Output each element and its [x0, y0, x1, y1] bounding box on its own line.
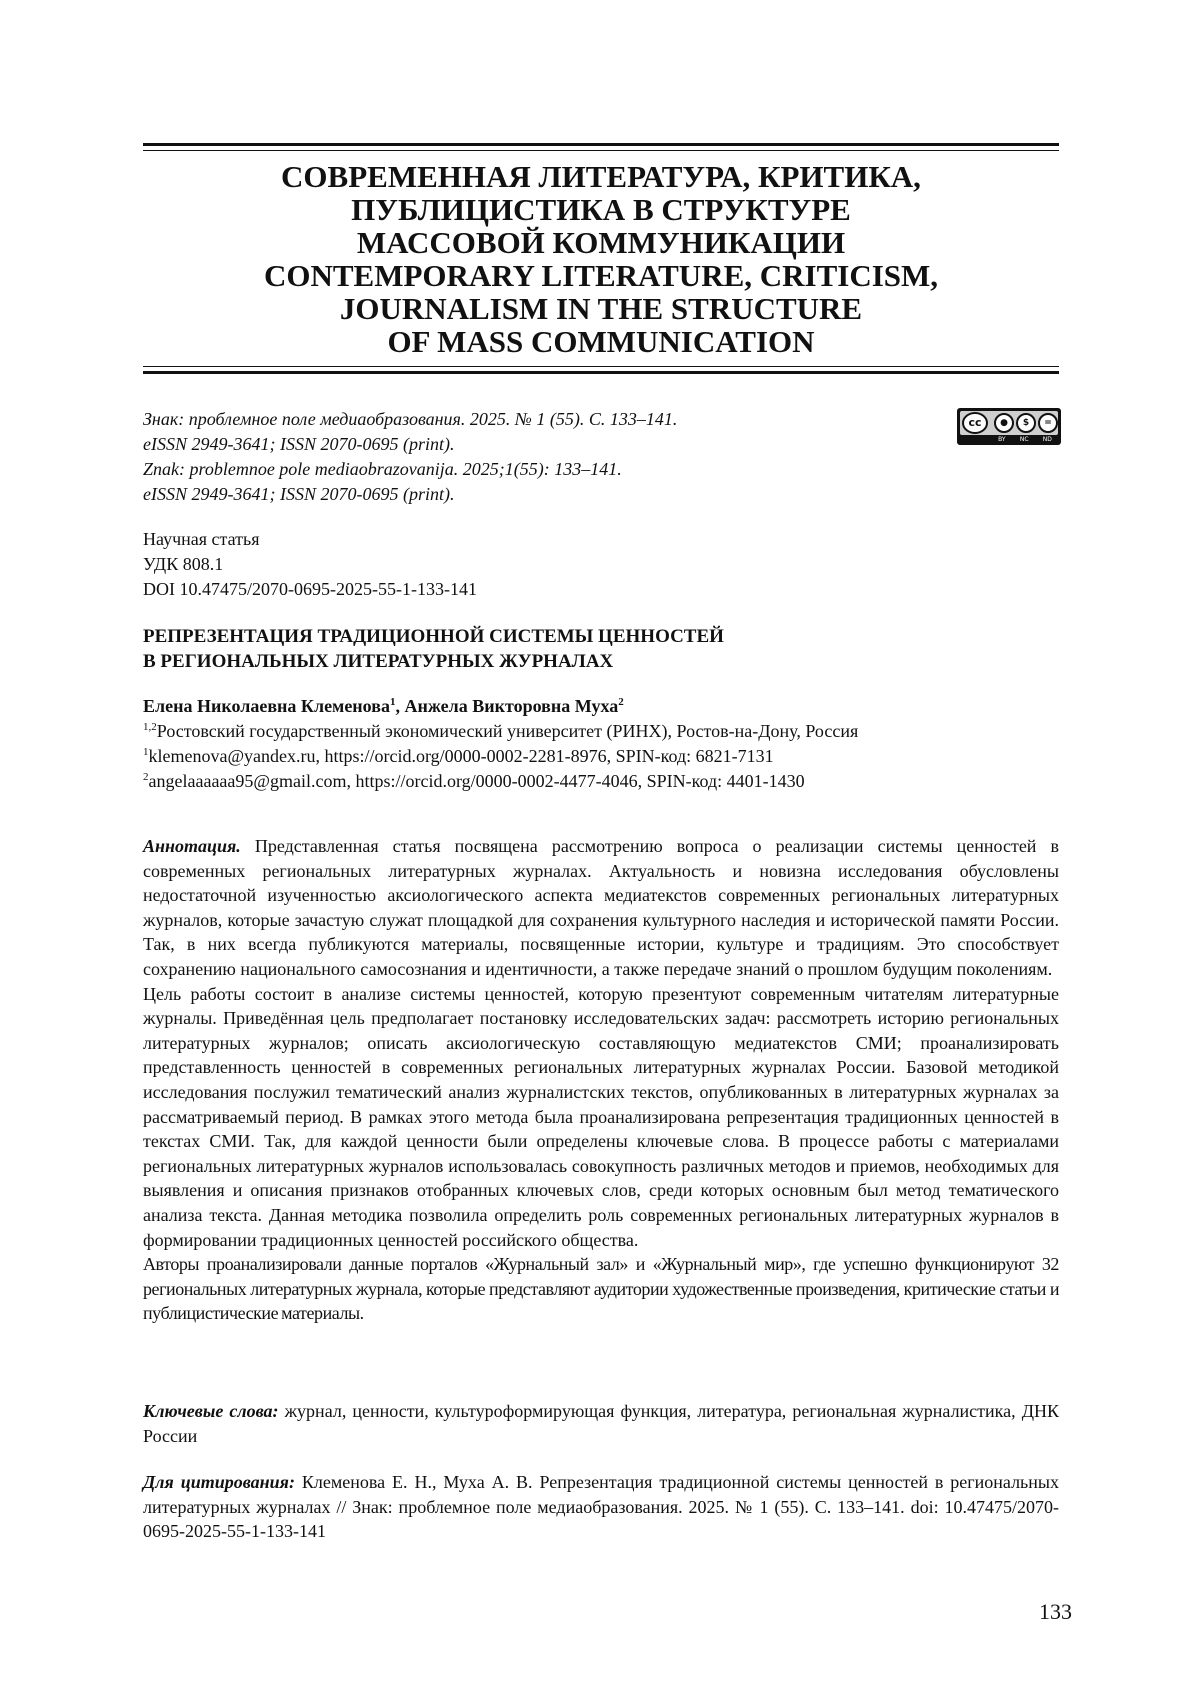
citation-text: Клеменова Е. Н., Муха А. В. Репрезентация традиционной системы ценностей в региональных литературных журналах // Знак: проблемное поле медиаобразования. 2025. № 1 (55). С. 133–141. doi: 10.47475/2070-0695-2025-55-1-133-141 [143, 1472, 1059, 1542]
article-doi: DOI 10.47475/2070-0695-2025-55-1-133-141 [143, 579, 477, 599]
author-contact [143, 744, 858, 769]
citation-label: Для цитирования: [143, 1472, 295, 1492]
citation [143, 1470, 1059, 1544]
abstract [143, 834, 1059, 1326]
citation-meta [143, 407, 843, 507]
keywords [143, 1399, 1059, 1448]
article-info [143, 527, 477, 602]
author-name: Елена Николаевна Клеменова [143, 696, 390, 716]
section-title-line: JOURNALISM IN THE STRUCTURE [339, 291, 863, 326]
page-number: 133 [1039, 1599, 1072, 1624]
abstract-paragraph: Авторы проанализировали данные порталов «Журнальный зал» и «Журнальный мир», где успешно функционируют 32 региональных литературных журнала, которые представляют аудитории художественные произведения, критические статьи и публицистические материалы. [143, 1254, 1059, 1324]
keywords-text: журнал, ценности, культуроформирующая функция, литература, региональная журналистика, ДНК России [143, 1401, 1059, 1446]
authors-block [143, 694, 858, 794]
meta-line: eISSN 2949-3641; ISSN 2070-0695 (print). [143, 434, 455, 454]
affiliation [143, 719, 858, 744]
article-title [143, 624, 724, 674]
header-rule-bottom [143, 371, 1059, 374]
nc-dollar-icon: $ [1016, 413, 1036, 433]
contact-text: angelaaaaaa95@gmail.com, https://orcid.org/0000-0002-4477-4046, SPIN-код: 4401-1430 [148, 771, 805, 791]
section-title-line: МАССОВОЙ КОММУНИКАЦИИ [356, 225, 846, 260]
article-title-line: РЕПРЕЗЕНТАЦИЯ ТРАДИЦИОННОЙ СИСТЕМЫ ЦЕННОСТЕЙ [143, 626, 724, 647]
article-udc: УДК 808.1 [143, 554, 224, 574]
abstract-paragraph [143, 834, 1059, 982]
affiliation-text: Ростовский государственный экономический университет (РИНХ), Ростов-на-Дону, Россия [156, 721, 859, 741]
meta-line: Знак: проблемное поле медиаобразования. 2025. № 1 (55). С. 133–141. [143, 409, 678, 429]
header-rule-bottom-thin [143, 366, 1059, 367]
section-title-line: СОВРЕМЕННАЯ ЛИТЕРАТУРА, КРИТИКА, [281, 159, 921, 194]
meta-line: Znak: problemnoe pole mediaobrazovanija. 2025;1(55): 133–141. [143, 459, 622, 479]
author-sup: 2 [618, 696, 624, 708]
article-type: Научная статья [143, 529, 260, 549]
keywords-label: Ключевые слова: [143, 1401, 279, 1421]
license-by-label: BY [998, 436, 1006, 443]
by-person-icon: ● [994, 413, 1014, 433]
abstract-paragraph: Цель работы состоит в анализе системы ценностей, которую презентуют современным читателям литературные журналы. Приведённая цель предполагает постановку исследовательских задач: рассмотреть историю региональных литературных журналов; описать аксиологическую составляющую медиатекстов СМИ; проанализировать представленность ценностей в современных региональных литературных журналах России. Базовой методикой исследования послужил тематический анализ журналистских текстов, опубликованных в литературных журналах за рассматриваемый период. В рамках этого метода была проанализирована репрезентация традиционных ценностей в текстах СМИ. Так, для каждой ценности были определены ключевые слова. В процессе работы с материалами региональных литературных журналов использовалась совокупность различных методов и приемов, необходимых для выявления и описания признаков отобранных ключевых слов, среди которых основным был метод тематического анализа текста. Данная методика позволила определить роль современных региональных литературных журналов в формировании традиционных ценностей российского общества. [143, 983, 1059, 1250]
header-rule-top [143, 143, 1059, 146]
author-contact [143, 769, 858, 794]
header-rule-top-thin [143, 150, 1059, 151]
affiliation-sup: 1,2 [143, 721, 157, 733]
author-names [143, 694, 858, 719]
creative-commons-by-nc-nd-icon [957, 408, 1061, 445]
author-sup: 1 [389, 696, 396, 708]
author-name: Анжела Викторовна Муха [404, 696, 619, 716]
contact-sup: 2 [143, 771, 149, 783]
abstract-text: Представленная статья посвящена рассмотрению вопроса о реализации системы ценностей в современных региональных литературных журналах. Актуальность и новизна исследования обусловлены недостаточной изученностью аксиологического аспекта медиатекстов современных региональных литературных журналов, которые зачастую служат площадкой для сохранения культурного наследия и исторической памяти России. Так, в них всегда публикуются материалы, посвященные истории, культуре и традициям. Это способствует сохранению национального самосознания и идентичности, а также передаче знаний о прошлом будущим поколениям. [143, 836, 1059, 979]
license-nd-label: ND [1042, 436, 1052, 443]
abstract-label: Аннотация. [143, 836, 241, 856]
nd-equals-icon: = [1038, 413, 1058, 433]
cc-icon: cc [962, 412, 988, 434]
article-title-line: В РЕГИОНАЛЬНЫХ ЛИТЕРАТУРНЫХ ЖУРНАЛАХ [143, 651, 614, 672]
section-title-line: CONTEMPORARY LITERATURE, CRITICISM, [263, 258, 939, 293]
section-title [143, 160, 1059, 358]
section-title-line: ПУБЛИЦИСТИКА В СТРУКТУРЕ [351, 192, 851, 227]
section-title-line: OF MASS COMMUNICATION [387, 324, 815, 359]
contact-text: klemenova@yandex.ru, https://orcid.org/0000-0002-2281-8976, SPIN-код: 6821-7131 [148, 746, 774, 766]
meta-line: eISSN 2949-3641; ISSN 2070-0695 (print). [143, 484, 455, 504]
license-nc-label: NC [1019, 436, 1029, 443]
author-separator: , [395, 696, 405, 716]
contact-sup: 1 [143, 746, 149, 758]
